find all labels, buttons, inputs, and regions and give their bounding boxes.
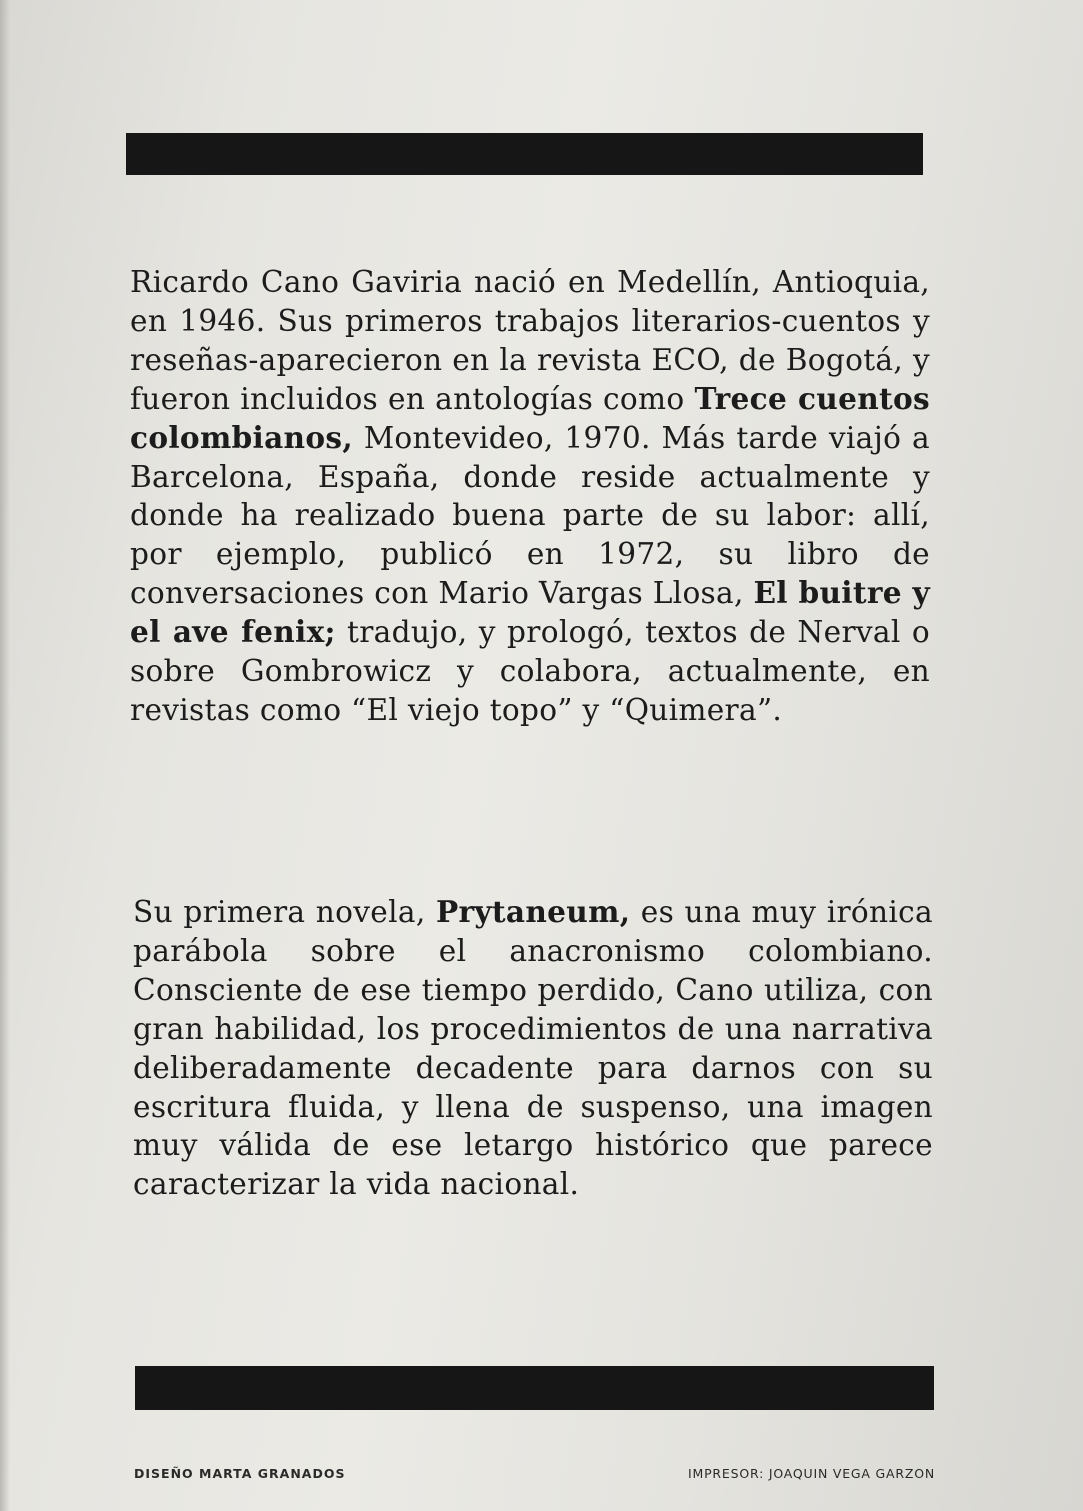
design-credit: DISEÑO MARTA GRANADOS bbox=[134, 1466, 346, 1481]
bio-text-part-1: Ricardo Cano Gaviria nació en Medellín, Antioquia, en 1946. Sus primeros trabajos literarios-cuentos y reseñas-aparecieron en la revista ECO, de Bogotá, y fueron incluidos en antologías como bbox=[130, 265, 930, 416]
novel-text-part-2: es una muy irónica parábola sobre el anacronismo colombiano. Consciente de ese tiempo perdido, Cano utiliza, con gran habilidad, los procedimientos de una narrativa deliberadamente decadente para darnos con su escritura fluida, y llena de suspenso, una imagen muy válida de ese letargo histórico que parece caracterizar la vida nacional. bbox=[133, 895, 933, 1202]
bio-text-part-2: Montevideo, 1970. Más tarde viajó a Barcelona, España, donde reside actualmente y donde ha realizado buena parte de su labor: allí, por ejemplo, publicó en 1972, su libro de conversaciones con Mario Vargas Llosa, bbox=[130, 420, 930, 611]
bio-text-part-3: tradujo, y prologó, textos de Nerval o sobre Gombrowicz y colabora, actualmente, en revistas como “El viejo topo” y “Quimera”. bbox=[130, 615, 930, 727]
novel-title-prytaneum: Prytaneum, bbox=[435, 894, 631, 929]
novel-description-paragraph bbox=[133, 893, 933, 1204]
printer-credit: IMPRESOR: JOAQUIN VEGA GARZON bbox=[688, 1466, 936, 1481]
bio-book-title-el-buitre: El buitre y el ave fenix; bbox=[130, 575, 930, 650]
top-black-bar bbox=[126, 133, 923, 175]
novel-text-part-1: Su primera novela, bbox=[133, 895, 436, 929]
bio-book-title-trece-cuentos: Trece cuentos colombianos, bbox=[130, 380, 930, 455]
bottom-black-bar bbox=[135, 1366, 934, 1410]
page-edge-shadow bbox=[0, 0, 10, 1511]
author-bio-paragraph bbox=[130, 263, 930, 730]
